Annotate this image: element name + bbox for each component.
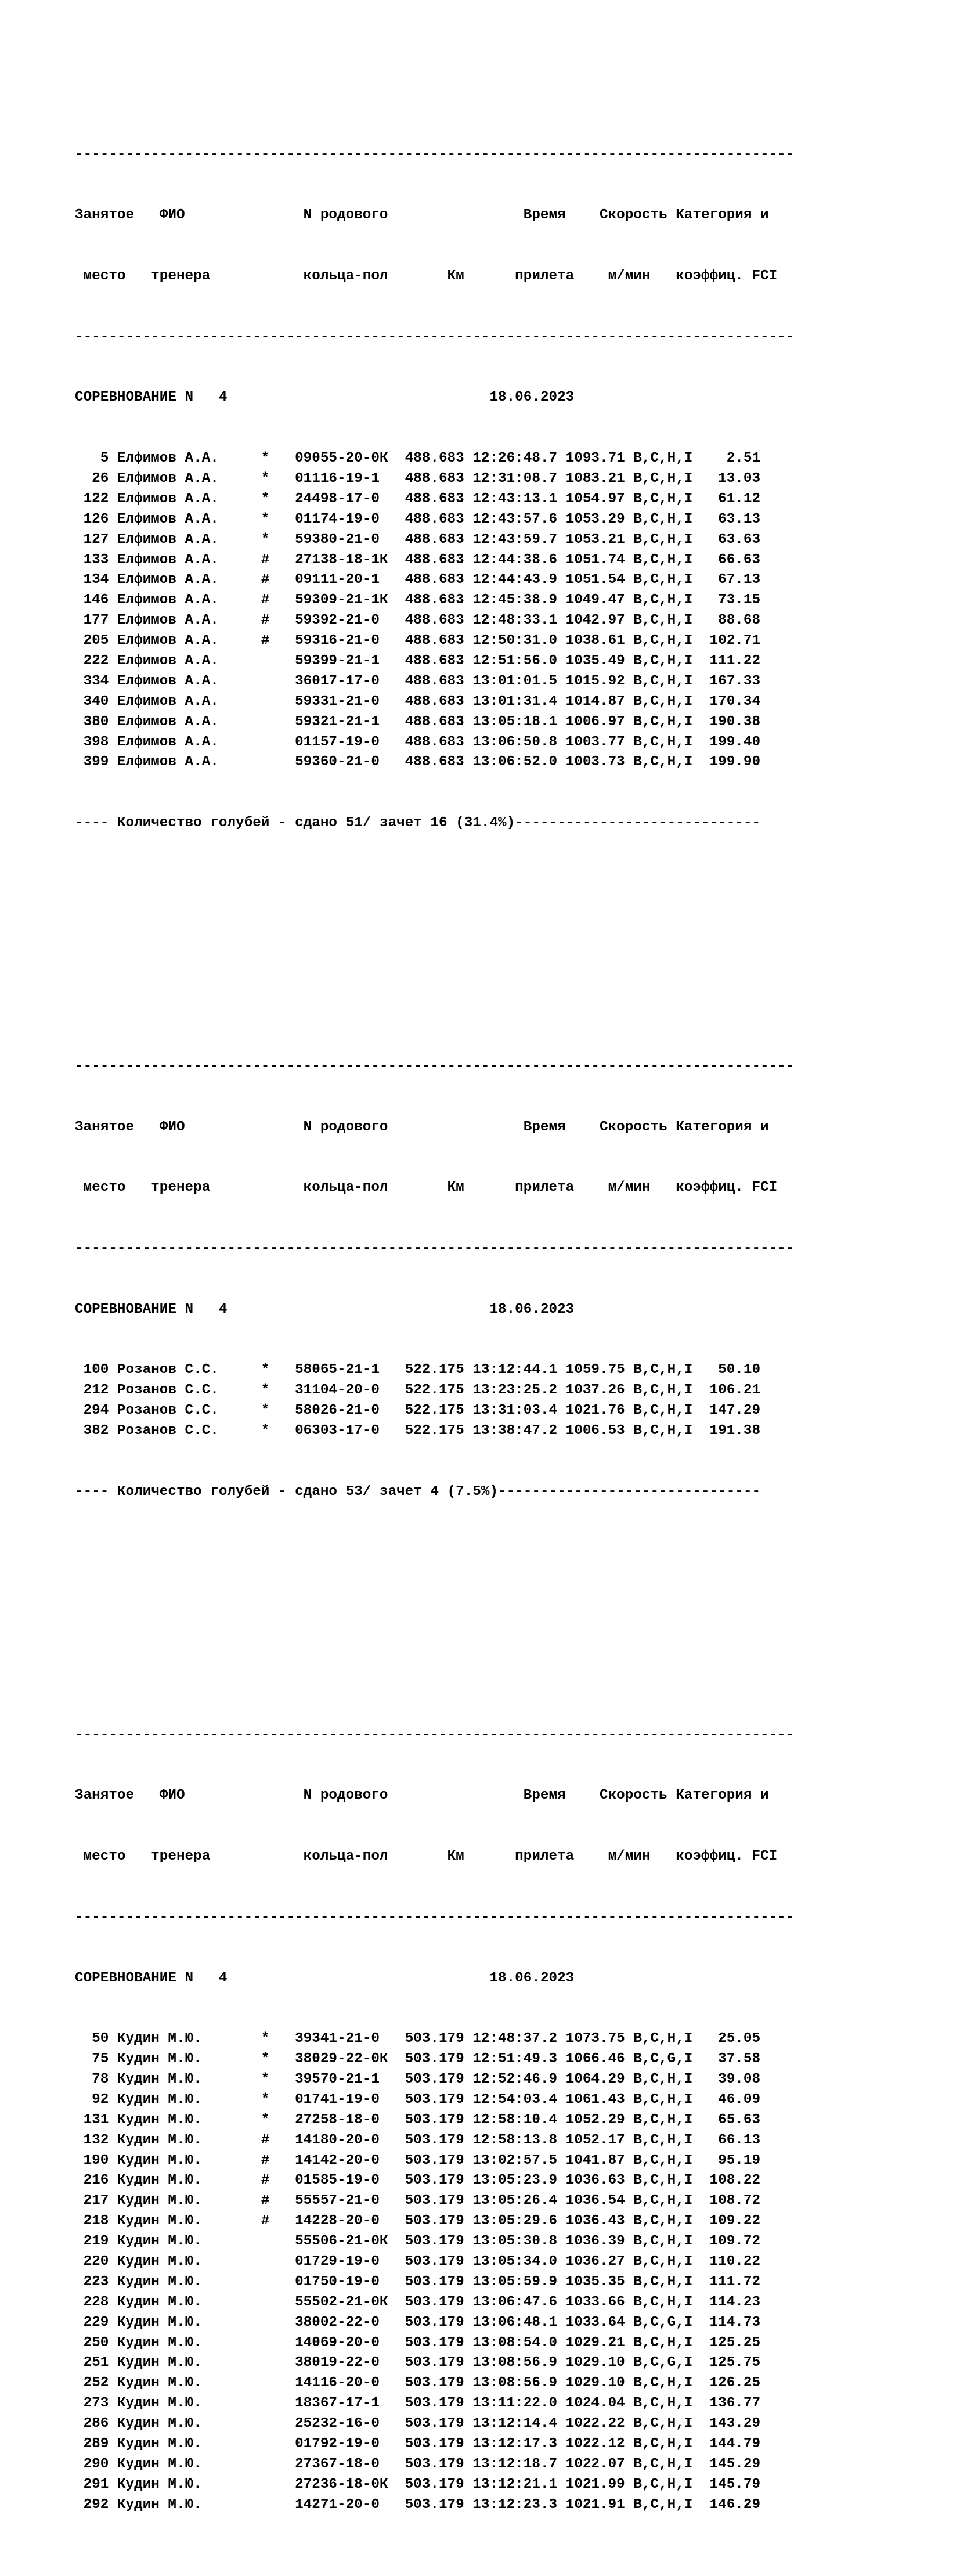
table-row: 177 Елфимов А.А. # 59392-21-0 488.683 12:48:33.1 1042.97 B,C,H,I 88.68 <box>75 613 761 629</box>
section-rozanov <box>75 1016 794 1604</box>
column-header-line-1: Занятое ФИО N родового Время Скорость Категория и <box>75 1788 769 1804</box>
table-row: 134 Елфимов А.А. # 09111-20-1 488.683 12:44:43.9 1051.54 B,C,H,I 67.13 <box>75 572 761 588</box>
spacer <box>75 1543 794 1563</box>
table-row: 132 Кудин М.Ю. # 14180-20-0 503.179 12:58:13.8 1052.17 B,C,H,I 66.13 <box>75 2132 761 2148</box>
competition-line: СОРЕВНОВАНИЕ N 4 18.06.2023 <box>75 1970 575 1986</box>
rule-line: ------------------------------------------------------------------------------------- <box>75 1058 795 1074</box>
rule-line: ------------------------------------------------------------------------------------- <box>75 1727 795 1743</box>
spacer <box>75 874 794 895</box>
table-row: 26 Елфимов А.А. * 01116-19-1 488.683 12:31:08.7 1083.21 B,C,H,I 13.03 <box>75 470 761 487</box>
column-header-line-2: место тренера кольца-пол Км прилета м/мин коэффиц. FCI <box>75 1849 778 1865</box>
table-row: 127 Елфимов А.А. * 59380-21-0 488.683 12:43:59.7 1053.21 B,C,H,I 63.63 <box>75 531 761 547</box>
competition-line: СОРЕВНОВАНИЕ N 4 18.06.2023 <box>75 390 575 406</box>
competition-line: СОРЕВНОВАНИЕ N 4 18.06.2023 <box>75 1301 575 1317</box>
results-rows <box>75 449 794 773</box>
table-row: 131 Кудин М.Ю. * 27258-18-0 503.179 12:58:10.4 1052.29 B,C,H,I 65.63 <box>75 2112 761 2128</box>
table-row: 146 Елфимов А.А. # 59309-21-1К 488.683 12:45:38.9 1049.47 B,C,H,I 73.15 <box>75 592 761 608</box>
table-row: 228 Кудин М.Ю. 55502-21-0К 503.179 13:06:47.6 1033.66 B,C,H,I 114.23 <box>75 2294 761 2310</box>
table-row: 218 Кудин М.Ю. # 14228-20-0 503.179 13:05:29.6 1036.43 B,C,H,I 109.22 <box>75 2213 761 2229</box>
table-row: 222 Елфимов А.А. 59399-21-1 488.683 12:51:56.0 1035.49 B,C,H,I 111.22 <box>75 653 761 669</box>
table-row: 292 Кудин М.Ю. 14271-20-0 503.179 13:12:23.3 1021.91 B,C,H,I 146.29 <box>75 2496 761 2513</box>
column-header-line-2: место тренера кольца-пол Км прилета м/мин коэффиц. FCI <box>75 1180 778 1196</box>
table-row: 286 Кудин М.Ю. 25232-16-0 503.179 13:12:14.4 1022.22 B,C,H,I 143.29 <box>75 2416 761 2432</box>
table-row: 92 Кудин М.Ю. * 01741-19-0 503.179 12:54:03.4 1061.43 B,C,H,I 46.09 <box>75 2091 761 2107</box>
table-row: 133 Елфимов А.А. # 27138-18-1К 488.683 12:44:38.6 1051.74 B,C,H,I 66.63 <box>75 552 761 568</box>
table-row: 334 Елфимов А.А. 36017-17-0 488.683 13:01:01.5 1015.92 B,C,H,I 167.33 <box>75 673 761 689</box>
table-row: 100 Розанов С.С. * 58065-21-1 522.175 13:12:44.1 1059.75 B,C,H,I 50.10 <box>75 1362 761 1378</box>
rule-line: ------------------------------------------------------------------------------------- <box>75 1241 795 1257</box>
table-row: 122 Елфимов А.А. * 24498-17-0 488.683 12:43:13.1 1054.97 B,C,H,I 61.12 <box>75 491 761 507</box>
table-row: 220 Кудин М.Ю. 01729-19-0 503.179 13:05:34.0 1036.27 B,C,H,I 110.22 <box>75 2254 761 2269</box>
table-row: 219 Кудин М.Ю. 55506-21-0К 503.179 13:05:30.8 1036.39 B,C,H,I 109.72 <box>75 2233 761 2250</box>
table-row: 217 Кудин М.Ю. # 55557-21-0 503.179 13:05:26.4 1036.54 B,C,H,I 108.72 <box>75 2193 761 2209</box>
table-row: 223 Кудин М.Ю. 01750-19-0 503.179 13:05:59.9 1035.35 B,C,H,I 111.72 <box>75 2274 761 2290</box>
summary-line: ---- Количество голубей - сдано 53/ зачет 4 (7.5%)------------------------------- <box>75 1483 761 1500</box>
table-row: 205 Елфимов А.А. # 59316-21-0 488.683 12:50:31.0 1038.61 B,C,H,I 102.71 <box>75 633 761 649</box>
summary-line: ---- Количество голубей - сдано 51/ зачет 16 (31.4%)----------------------------- <box>75 815 761 831</box>
table-row: 252 Кудин М.Ю. 14116-20-0 503.179 13:08:56.9 1029.10 B,C,H,I 126.25 <box>75 2375 761 2391</box>
table-row: 382 Розанов С.С. * 06303-17-0 522.175 13:38:47.2 1006.53 B,C,H,I 191.38 <box>75 1423 761 1439</box>
section-kudin <box>75 1685 794 2556</box>
column-header-line-1: Занятое ФИО N родового Время Скорость Категория и <box>75 1119 769 1135</box>
table-row: 399 Елфимов А.А. 59360-21-0 488.683 13:06:52.0 1003.73 B,C,H,I 199.90 <box>75 754 761 770</box>
section-elfimov <box>75 105 794 935</box>
results-report <box>75 44 794 2576</box>
table-row: 5 Елфимов А.А. * 09055-20-0К 488.683 12:26:48.7 1093.71 B,C,H,I 2.51 <box>75 451 761 467</box>
table-row: 126 Елфимов А.А. * 01174-19-0 488.683 12:43:57.6 1053.29 B,C,H,I 63.13 <box>75 511 761 527</box>
results-rows <box>75 2029 794 2515</box>
rule-line: ------------------------------------------------------------------------------------- <box>75 1909 795 1925</box>
table-row: 50 Кудин М.Ю. * 39341-21-0 503.179 12:48:37.2 1073.75 B,C,H,I 25.05 <box>75 2031 761 2047</box>
table-row: 380 Елфимов А.А. 59321-21-1 488.683 13:05:18.1 1006.97 B,C,H,I 190.38 <box>75 714 761 730</box>
rule-line: ------------------------------------------------------------------------------------- <box>75 146 795 163</box>
table-row: 212 Розанов С.С. * 31104-20-0 522.175 13:23:25.2 1037.26 B,C,H,I 106.21 <box>75 1382 761 1399</box>
table-row: 251 Кудин М.Ю. 38019-22-0 503.179 13:08:56.9 1029.10 B,C,G,I 125.75 <box>75 2355 761 2371</box>
table-row: 190 Кудин М.Ю. # 14142-20-0 503.179 13:02:57.5 1041.87 B,C,H,I 95.19 <box>75 2152 761 2168</box>
table-row: 229 Кудин М.Ю. 38002-22-0 503.179 13:06:48.1 1033.64 B,C,G,I 114.73 <box>75 2314 761 2330</box>
table-row: 250 Кудин М.Ю. 14069-20-0 503.179 13:08:54.0 1029.21 B,C,H,I 125.25 <box>75 2334 761 2351</box>
table-row: 273 Кудин М.Ю. 18367-17-1 503.179 13:11:22.0 1024.04 B,C,H,I 136.77 <box>75 2395 761 2412</box>
results-rows <box>75 1360 794 1442</box>
table-row: 294 Розанов С.С. * 58026-21-0 522.175 13:31:03.4 1021.76 B,C,H,I 147.29 <box>75 1403 761 1419</box>
column-header-line-1: Занятое ФИО N родового Время Скорость Категория и <box>75 207 769 224</box>
table-row: 340 Елфимов А.А. 59331-21-0 488.683 13:01:31.4 1014.87 B,C,H,I 170.34 <box>75 693 761 709</box>
table-row: 290 Кудин М.Ю. 27367-18-0 503.179 13:12:18.7 1022.07 B,C,H,I 145.29 <box>75 2456 761 2472</box>
table-row: 78 Кудин М.Ю. * 39570-21-1 503.179 12:52:46.9 1064.29 B,C,H,I 39.08 <box>75 2071 761 2087</box>
table-row: 75 Кудин М.Ю. * 38029-22-0К 503.179 12:51:49.3 1066.46 B,C,G,I 37.58 <box>75 2051 761 2067</box>
table-row: 289 Кудин М.Ю. 01792-19-0 503.179 13:12:17.3 1022.12 B,C,H,I 144.79 <box>75 2436 761 2452</box>
column-header-line-2: место тренера кольца-пол Км прилета м/мин коэффиц. FCI <box>75 268 778 284</box>
rule-line: ------------------------------------------------------------------------------------- <box>75 329 795 345</box>
table-row: 216 Кудин М.Ю. # 01585-19-0 503.179 13:05:23.9 1036.63 B,C,H,I 108.22 <box>75 2173 761 2189</box>
table-row: 398 Елфимов А.А. 01157-19-0 488.683 13:06:50.8 1003.77 B,C,H,I 199.40 <box>75 734 761 750</box>
table-row: 291 Кудин М.Ю. 27236-18-0К 503.179 13:12:21.1 1021.99 B,C,H,I 145.79 <box>75 2476 761 2492</box>
